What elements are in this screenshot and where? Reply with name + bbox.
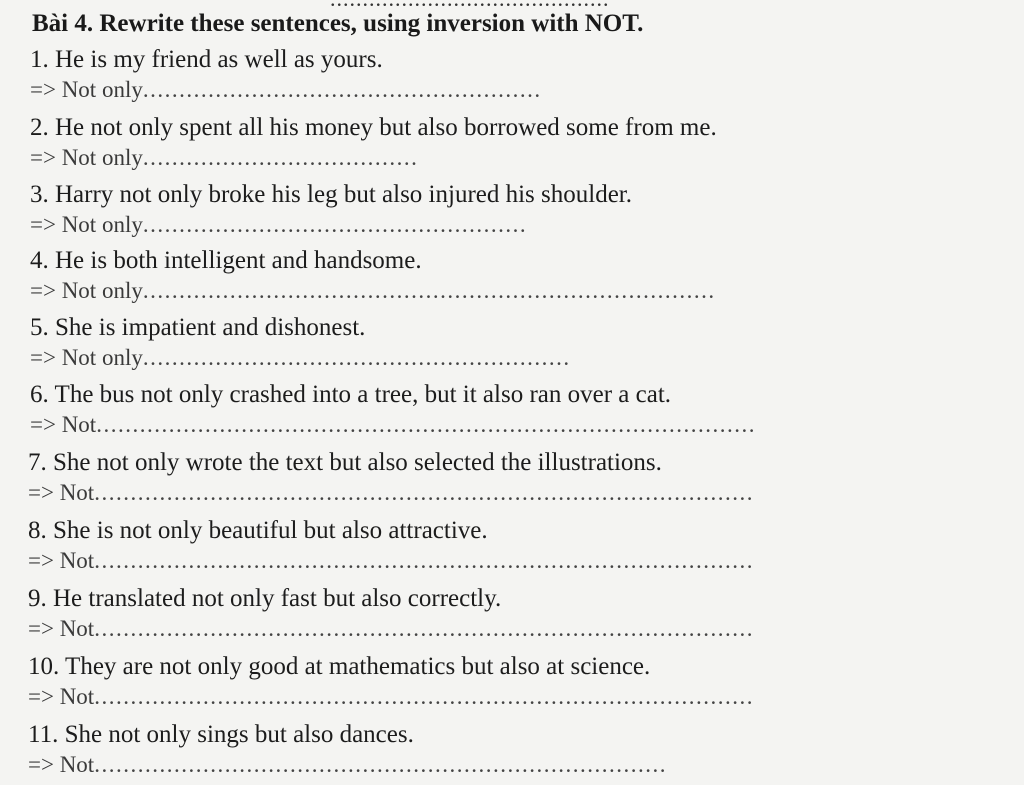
answer-blank[interactable]: ........................................................................................... (94, 548, 754, 573)
question-text: 11. She not only sings but also dances. (28, 721, 414, 748)
answer-prefix: => Not only (30, 278, 143, 303)
answer-line[interactable] (30, 345, 571, 371)
question-text: 7. She not only wrote the text but also selected the illustrations. (28, 449, 662, 476)
answer-line[interactable] (30, 145, 418, 171)
answer-blank[interactable]: ........................................................................................... (94, 684, 754, 709)
question-text: 5. She is impatient and dishonest. (30, 314, 366, 341)
answer-line[interactable] (28, 480, 754, 506)
answer-line[interactable] (30, 278, 716, 304)
answer-prefix: => Not only (30, 77, 143, 102)
answer-line[interactable] (28, 684, 754, 710)
exercise-title: Bài 4. Rewrite these sentences, using inversion with NOT. (32, 10, 644, 37)
answer-prefix: => Not only (30, 145, 143, 170)
question-text: 3. Harry not only broke his leg but also injured his shoulder. (30, 181, 633, 208)
answer-blank[interactable]: ........................................................................................... (96, 412, 756, 437)
answer-line[interactable] (30, 412, 756, 438)
answer-prefix: => Not only (30, 212, 143, 237)
question-text: 6. The bus not only crashed into a tree, but it also ran over a cat. (30, 381, 672, 408)
answer-prefix: => Not (28, 616, 95, 641)
answer-blank[interactable]: ........................................................... (142, 345, 571, 370)
question-text: 8. She is not only beautiful but also attractive. (28, 517, 488, 544)
answer-blank[interactable]: ..................................................... (142, 212, 528, 237)
question-text: 10. They are not only good at mathematics but also at science. (28, 653, 651, 680)
answer-blank[interactable]: ...................................... (142, 145, 419, 170)
answer-line[interactable] (28, 752, 667, 778)
answer-prefix: => Not only (30, 345, 143, 370)
answer-prefix: => Not (28, 752, 95, 777)
answer-blank[interactable]: ....................................................... (142, 77, 542, 102)
answer-blank[interactable]: ........................................................................................... (94, 616, 754, 641)
question-text: 2. He not only spent all his money but also borrowed some from me. (30, 114, 717, 141)
question-text: 4. He is both intelligent and handsome. (30, 247, 422, 274)
answer-line[interactable] (30, 77, 542, 103)
answer-blank[interactable]: ............................................................................... (142, 278, 716, 303)
answer-prefix: => Not (30, 412, 97, 437)
question-text: 9. He translated not only fast but also correctly. (28, 585, 502, 612)
answer-line[interactable] (30, 212, 527, 238)
answer-prefix: => Not (28, 684, 95, 709)
answer-line[interactable] (28, 616, 754, 642)
question-text: 1. He is my friend as well as yours. (30, 46, 383, 73)
answer-prefix: => Not (28, 480, 95, 505)
answer-blank[interactable]: ........................................................................................... (94, 480, 754, 505)
answer-blank[interactable]: ............................................................................... (94, 752, 667, 777)
answer-line[interactable] (28, 548, 754, 574)
answer-prefix: => Not (28, 548, 95, 573)
